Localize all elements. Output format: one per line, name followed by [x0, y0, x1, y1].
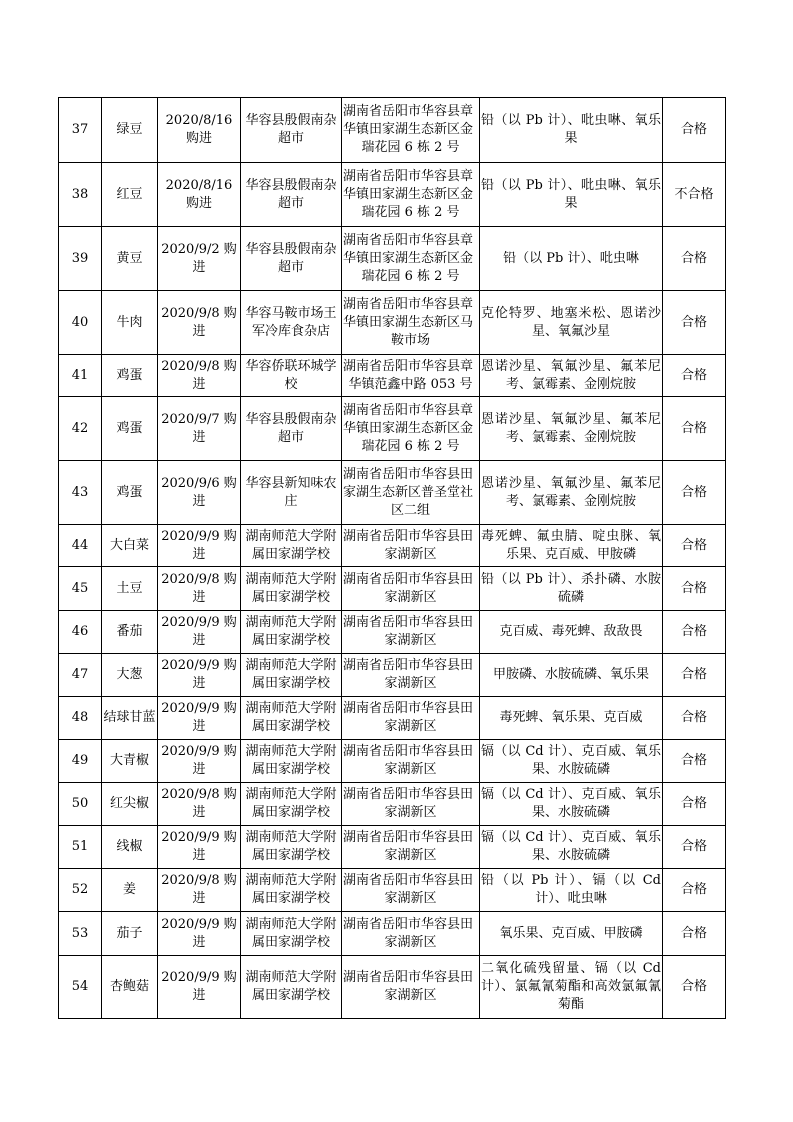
table-row [59, 98, 726, 163]
test-items: 氧乐果、克百威、甲胺磷 [480, 912, 663, 956]
test-items: 镉（以 Cd 计）、克百威、氧乐果、水胺硫磷 [480, 783, 663, 826]
store-address: 湖南省岳阳市华容县田家湖新区 [342, 740, 480, 783]
product-name: 黄豆 [102, 227, 158, 291]
store-address: 湖南省岳阳市华容县田家湖新区 [342, 869, 480, 912]
purchase-date: 2020/9/9 购进 [158, 654, 241, 697]
table-row [59, 956, 726, 1019]
product-name: 红豆 [102, 163, 158, 227]
test-items: 铅（以 Pb 计）、吡虫啉 [480, 227, 663, 291]
purchase-date: 2020/9/9 购进 [158, 740, 241, 783]
purchase-date: 2020/9/9 购进 [158, 956, 241, 1019]
test-items: 铅（以 Pb 计）、镉（以 Cd 计）、吡虫啉 [480, 869, 663, 912]
table-row [59, 740, 726, 783]
product-name: 姜 [102, 869, 158, 912]
store-address: 湖南省岳阳市华容县章华镇田家湖生态新区马鞍市场 [342, 291, 480, 355]
purchase-date: 2020/9/2 购进 [158, 227, 241, 291]
test-items: 铅（以 Pb 计）、吡虫啉、氧乐果 [480, 163, 663, 227]
test-result: 合格 [663, 567, 726, 611]
table-row [59, 397, 726, 461]
store-address: 湖南省岳阳市华容县田家湖生态新区普圣堂社区二组 [342, 461, 480, 525]
product-name: 结球甘蓝 [102, 697, 158, 740]
test-items: 二氧化硫残留量、镉（以 Cd 计）、氯氟氰菊酯和高效氯氟氰菊酯 [480, 956, 663, 1019]
purchase-date: 2020/9/9 购进 [158, 826, 241, 869]
purchase-date: 2020/9/6 购进 [158, 461, 241, 525]
store-name: 华容县殷假南杂超市 [241, 163, 342, 227]
store-address: 湖南省岳阳市华容县田家湖新区 [342, 654, 480, 697]
product-name: 杏鲍菇 [102, 956, 158, 1019]
test-result: 合格 [663, 461, 726, 525]
row-number: 41 [59, 355, 102, 397]
table-row [59, 869, 726, 912]
store-name: 湖南师范大学附属田家湖学校 [241, 654, 342, 697]
purchase-date: 2020/9/9 购进 [158, 525, 241, 567]
purchase-date: 2020/9/8 购进 [158, 355, 241, 397]
store-name: 湖南师范大学附属田家湖学校 [241, 611, 342, 654]
store-address: 湖南省岳阳市华容县章华镇田家湖生态新区金瑞花园 6 栋 2 号 [342, 98, 480, 163]
purchase-date: 2020/9/8 购进 [158, 869, 241, 912]
store-name: 湖南师范大学附属田家湖学校 [241, 567, 342, 611]
row-number: 45 [59, 567, 102, 611]
store-address: 湖南省岳阳市华容县章华镇田家湖生态新区金瑞花园 6 栋 2 号 [342, 227, 480, 291]
test-result: 合格 [663, 654, 726, 697]
row-number: 48 [59, 697, 102, 740]
row-number: 44 [59, 525, 102, 567]
test-items: 恩诺沙星、氧氟沙星、氟苯尼考、氯霉素、金刚烷胺 [480, 397, 663, 461]
row-number: 51 [59, 826, 102, 869]
product-name: 大青椒 [102, 740, 158, 783]
inspection-results-table [58, 97, 726, 1019]
test-result: 合格 [663, 783, 726, 826]
test-items: 铅（以 Pb 计）、杀扑磷、水胺硫磷 [480, 567, 663, 611]
store-name: 华容县殷假南杂超市 [241, 98, 342, 163]
store-name: 华容马鞍市场王军冷库食杂店 [241, 291, 342, 355]
table-row [59, 697, 726, 740]
test-items: 恩诺沙星、氧氟沙星、氟苯尼考、氯霉素、金刚烷胺 [480, 461, 663, 525]
row-number: 40 [59, 291, 102, 355]
product-name: 鸡蛋 [102, 461, 158, 525]
product-name: 牛肉 [102, 291, 158, 355]
purchase-date: 2020/9/9 购进 [158, 611, 241, 654]
store-name: 湖南师范大学附属田家湖学校 [241, 826, 342, 869]
test-result: 合格 [663, 869, 726, 912]
store-name: 湖南师范大学附属田家湖学校 [241, 697, 342, 740]
store-address: 湖南省岳阳市华容县田家湖新区 [342, 912, 480, 956]
product-name: 大白菜 [102, 525, 158, 567]
row-number: 38 [59, 163, 102, 227]
table-row [59, 461, 726, 525]
test-result: 合格 [663, 956, 726, 1019]
store-name: 湖南师范大学附属田家湖学校 [241, 956, 342, 1019]
test-result: 合格 [663, 697, 726, 740]
product-name: 大葱 [102, 654, 158, 697]
purchase-date: 2020/9/8 购进 [158, 291, 241, 355]
store-name: 湖南师范大学附属田家湖学校 [241, 740, 342, 783]
store-name: 湖南师范大学附属田家湖学校 [241, 912, 342, 956]
test-items: 镉（以 Cd 计）、克百威、氧乐果、水胺硫磷 [480, 740, 663, 783]
table-row [59, 783, 726, 826]
test-items: 甲胺磷、水胺硫磷、氧乐果 [480, 654, 663, 697]
store-address: 湖南省岳阳市华容县章华镇田家湖生态新区金瑞花园 6 栋 2 号 [342, 163, 480, 227]
test-result: 合格 [663, 291, 726, 355]
table-body [59, 98, 726, 1019]
table-row [59, 227, 726, 291]
table-row [59, 654, 726, 697]
test-items: 克伦特罗、地塞米松、恩诺沙星、氧氟沙星 [480, 291, 663, 355]
product-name: 线椒 [102, 826, 158, 869]
test-result: 合格 [663, 611, 726, 654]
table-row [59, 826, 726, 869]
test-result: 合格 [663, 525, 726, 567]
test-items: 恩诺沙星、氧氟沙星、氟苯尼考、氯霉素、金刚烷胺 [480, 355, 663, 397]
store-address: 湖南省岳阳市华容县田家湖新区 [342, 611, 480, 654]
store-name: 华容县新知味农庄 [241, 461, 342, 525]
test-result: 合格 [663, 740, 726, 783]
test-result: 合格 [663, 826, 726, 869]
product-name: 土豆 [102, 567, 158, 611]
store-address: 湖南省岳阳市华容县田家湖新区 [342, 525, 480, 567]
product-name: 绿豆 [102, 98, 158, 163]
row-number: 52 [59, 869, 102, 912]
test-items: 毒死蜱、氟虫腈、啶虫脒、氧乐果、克百威、甲胺磷 [480, 525, 663, 567]
table-row [59, 525, 726, 567]
test-result: 合格 [663, 355, 726, 397]
table-row [59, 611, 726, 654]
test-result: 合格 [663, 227, 726, 291]
table-row [59, 163, 726, 227]
product-name: 鸡蛋 [102, 355, 158, 397]
store-address: 湖南省岳阳市华容县田家湖新区 [342, 783, 480, 826]
test-result: 合格 [663, 912, 726, 956]
test-result: 不合格 [663, 163, 726, 227]
store-address: 湖南省岳阳市华容县田家湖新区 [342, 826, 480, 869]
test-result: 合格 [663, 98, 726, 163]
purchase-date: 2020/9/7 购进 [158, 397, 241, 461]
product-name: 红尖椒 [102, 783, 158, 826]
store-name: 湖南师范大学附属田家湖学校 [241, 783, 342, 826]
row-number: 49 [59, 740, 102, 783]
test-items: 镉（以 Cd 计）、克百威、氧乐果、水胺硫磷 [480, 826, 663, 869]
table-row [59, 912, 726, 956]
product-name: 鸡蛋 [102, 397, 158, 461]
table-row [59, 355, 726, 397]
row-number: 37 [59, 98, 102, 163]
test-items: 毒死蜱、氧乐果、克百威 [480, 697, 663, 740]
store-name: 华容县殷假南杂超市 [241, 227, 342, 291]
store-name: 湖南师范大学附属田家湖学校 [241, 869, 342, 912]
store-address: 湖南省岳阳市华容县田家湖新区 [342, 567, 480, 611]
row-number: 50 [59, 783, 102, 826]
test-items: 克百威、毒死蜱、敌敌畏 [480, 611, 663, 654]
store-name: 湖南师范大学附属田家湖学校 [241, 525, 342, 567]
purchase-date: 2020/8/16 购进 [158, 98, 241, 163]
purchase-date: 2020/9/8 购进 [158, 783, 241, 826]
row-number: 39 [59, 227, 102, 291]
purchase-date: 2020/8/16 购进 [158, 163, 241, 227]
store-name: 华容侨联环城学校 [241, 355, 342, 397]
purchase-date: 2020/9/9 购进 [158, 912, 241, 956]
test-result: 合格 [663, 397, 726, 461]
purchase-date: 2020/9/8 购进 [158, 567, 241, 611]
store-address: 湖南省岳阳市华容县章华镇范鑫中路 053 号 [342, 355, 480, 397]
row-number: 47 [59, 654, 102, 697]
purchase-date: 2020/9/9 购进 [158, 697, 241, 740]
row-number: 43 [59, 461, 102, 525]
table-row [59, 567, 726, 611]
product-name: 番茄 [102, 611, 158, 654]
store-address: 湖南省岳阳市华容县田家湖新区 [342, 697, 480, 740]
row-number: 53 [59, 912, 102, 956]
table-row [59, 291, 726, 355]
row-number: 46 [59, 611, 102, 654]
store-name: 华容县殷假南杂超市 [241, 397, 342, 461]
store-address: 湖南省岳阳市华容县田家湖新区 [342, 956, 480, 1019]
test-items: 铅（以 Pb 计）、吡虫啉、氧乐果 [480, 98, 663, 163]
row-number: 42 [59, 397, 102, 461]
store-address: 湖南省岳阳市华容县章华镇田家湖生态新区金瑞花园 6 栋 2 号 [342, 397, 480, 461]
product-name: 茄子 [102, 912, 158, 956]
row-number: 54 [59, 956, 102, 1019]
